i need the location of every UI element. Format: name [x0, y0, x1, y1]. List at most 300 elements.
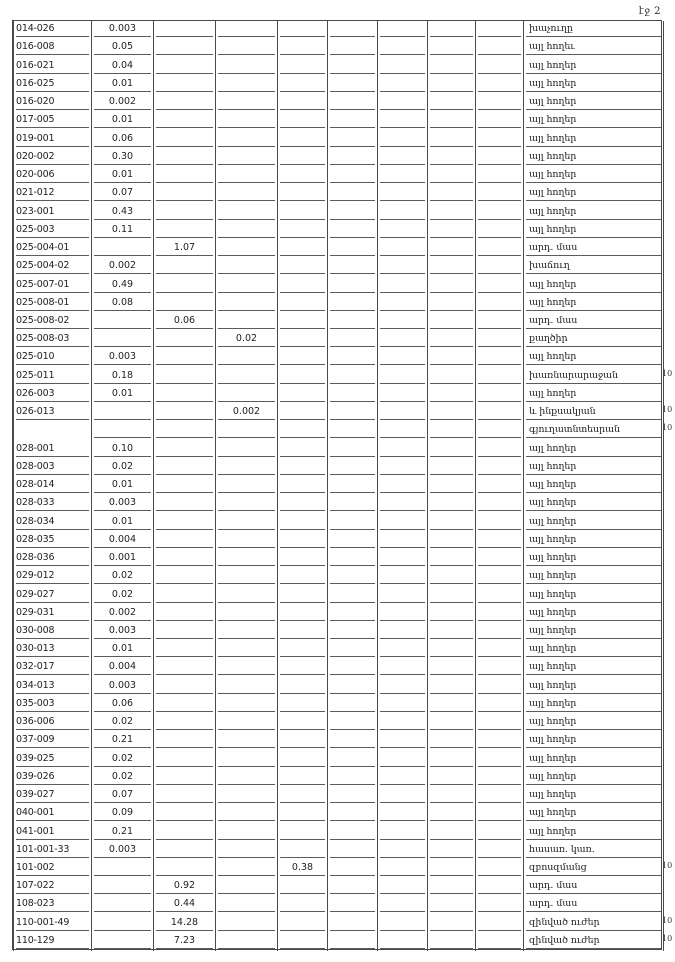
value-v2	[156, 459, 213, 475]
cell-v5	[328, 860, 378, 878]
cell-v5	[328, 386, 378, 404]
value-v8	[478, 313, 521, 329]
value-v3	[218, 204, 275, 220]
code-value: 016-020	[16, 94, 89, 110]
cell-v5	[328, 459, 378, 477]
cell-description	[524, 94, 664, 112]
cell-v5	[328, 805, 378, 823]
value-v5	[330, 933, 375, 949]
description-value: արդ. մաս	[526, 878, 661, 894]
cell-v6	[378, 185, 428, 203]
cell-v6	[378, 440, 428, 458]
table-row	[14, 222, 664, 240]
ledger-table	[13, 21, 664, 951]
value-v6	[380, 550, 425, 566]
cell-code	[14, 696, 92, 714]
cell-v1	[92, 276, 154, 294]
cell-v4	[278, 167, 328, 185]
value-v3	[218, 842, 275, 858]
cell-v3	[216, 495, 278, 513]
cell-v8	[476, 185, 524, 203]
cell-v5	[328, 39, 378, 57]
value-v6	[380, 915, 425, 931]
value-v2	[156, 222, 213, 238]
value-v6	[380, 477, 425, 493]
value-v3	[218, 805, 275, 821]
cell-v2	[154, 805, 216, 823]
table-row	[14, 896, 664, 914]
cell-v4	[278, 914, 328, 932]
value-v4	[280, 58, 325, 74]
code-value: 032-017	[16, 659, 89, 675]
cell-v2	[154, 459, 216, 477]
value-v6	[380, 149, 425, 165]
cell-v2	[154, 477, 216, 495]
value-v3	[218, 76, 275, 92]
value-v1: 0.06	[94, 131, 151, 147]
cell-v8	[476, 39, 524, 57]
cell-description	[524, 933, 664, 951]
cell-v5	[328, 149, 378, 167]
value-v4	[280, 349, 325, 365]
table-row	[14, 805, 664, 823]
code-value	[16, 423, 89, 438]
value-v3	[218, 386, 275, 402]
table-row	[14, 422, 664, 440]
cell-v4	[278, 386, 328, 404]
cell-v6	[378, 805, 428, 823]
description-value: այլ հողեր	[526, 568, 661, 584]
cell-v6	[378, 586, 428, 604]
value-v2	[156, 714, 213, 730]
value-v4	[280, 568, 325, 584]
cell-code	[14, 386, 92, 404]
value-v7	[430, 896, 473, 912]
value-v7	[430, 532, 473, 548]
cell-v7	[428, 659, 476, 677]
value-v3	[218, 878, 275, 894]
cell-v1	[92, 805, 154, 823]
value-v1: 0.18	[94, 368, 151, 384]
cell-v3	[216, 659, 278, 677]
cell-v6	[378, 295, 428, 313]
side-mark: 10	[662, 423, 673, 433]
value-v5	[330, 878, 375, 894]
cell-v7	[428, 185, 476, 203]
code-value: 025-007-01	[16, 277, 89, 293]
value-v5	[330, 896, 375, 912]
description-value: այլ հողեր	[526, 696, 661, 712]
cell-v5	[328, 222, 378, 240]
value-v1	[94, 240, 151, 256]
code-value: 025-003	[16, 222, 89, 238]
cell-v7	[428, 641, 476, 659]
cell-v8	[476, 750, 524, 768]
cell-v8	[476, 842, 524, 860]
cell-v4	[278, 203, 328, 221]
cell-v1	[92, 313, 154, 331]
cell-v6	[378, 769, 428, 787]
value-v1: 0.01	[94, 641, 151, 657]
value-v8	[478, 349, 521, 365]
value-v7	[430, 732, 473, 748]
cell-v7	[428, 404, 476, 422]
value-v6	[380, 404, 425, 420]
cell-v3	[216, 696, 278, 714]
value-v8	[478, 824, 521, 840]
cell-v8	[476, 130, 524, 148]
cell-code	[14, 914, 92, 932]
value-v3	[218, 641, 275, 657]
table-row	[14, 605, 664, 623]
code-value: 037-009	[16, 732, 89, 748]
value-v2: 14.28	[156, 915, 213, 931]
cell-v6	[378, 568, 428, 586]
value-v6	[380, 204, 425, 220]
cell-v6	[378, 732, 428, 750]
cell-code	[14, 568, 92, 586]
cell-description	[524, 459, 664, 477]
cell-v7	[428, 331, 476, 349]
value-v4	[280, 76, 325, 92]
value-v2	[156, 587, 213, 603]
value-v6	[380, 842, 425, 858]
cell-description	[524, 130, 664, 148]
cell-v4	[278, 185, 328, 203]
value-v8	[478, 441, 521, 457]
value-v8	[478, 878, 521, 894]
value-v7	[430, 39, 473, 55]
cell-code	[14, 57, 92, 75]
value-v6	[380, 933, 425, 949]
value-v7	[430, 349, 473, 365]
cell-v6	[378, 696, 428, 714]
value-v7	[430, 514, 473, 530]
cell-description	[524, 276, 664, 294]
value-v2	[156, 94, 213, 110]
value-v3	[218, 714, 275, 730]
value-v1: 0.002	[94, 605, 151, 621]
value-v1: 0.01	[94, 386, 151, 402]
cell-description	[524, 550, 664, 568]
code-value: 025-008-02	[16, 313, 89, 329]
cell-v4	[278, 76, 328, 94]
cell-v2	[154, 349, 216, 367]
cell-description	[524, 386, 664, 404]
cell-v7	[428, 805, 476, 823]
value-v4	[280, 550, 325, 566]
value-v5	[330, 76, 375, 92]
value-v2	[156, 76, 213, 92]
value-v5	[330, 58, 375, 74]
value-v5	[330, 696, 375, 712]
table-row	[14, 185, 664, 203]
value-v7	[430, 495, 473, 511]
value-v7	[430, 131, 473, 147]
cell-description	[524, 586, 664, 604]
cell-v2	[154, 130, 216, 148]
cell-v4	[278, 495, 328, 513]
cell-v3	[216, 130, 278, 148]
cell-code	[14, 659, 92, 677]
cell-v2	[154, 586, 216, 604]
cell-v5	[328, 677, 378, 695]
value-v8	[478, 295, 521, 311]
value-v1: 0.11	[94, 222, 151, 238]
cell-description	[524, 641, 664, 659]
cell-code	[14, 112, 92, 130]
value-v1	[94, 331, 151, 347]
value-v4	[280, 514, 325, 530]
table-row	[14, 349, 664, 367]
cell-v4	[278, 605, 328, 623]
cell-v2	[154, 295, 216, 313]
cell-v8	[476, 623, 524, 641]
value-v7	[430, 112, 473, 128]
cell-v3	[216, 203, 278, 221]
cell-v7	[428, 130, 476, 148]
cell-v7	[428, 240, 476, 258]
table-row	[14, 367, 664, 385]
value-v2	[156, 732, 213, 748]
cell-v1	[92, 513, 154, 531]
table-row	[14, 130, 664, 148]
value-v5	[330, 204, 375, 220]
code-value: 110-001-49	[16, 915, 89, 931]
value-v7	[430, 76, 473, 92]
code-value: 039-026	[16, 769, 89, 785]
cell-v4	[278, 769, 328, 787]
value-v8	[478, 495, 521, 511]
value-v4	[280, 21, 325, 37]
cell-v7	[428, 459, 476, 477]
cell-v3	[216, 532, 278, 550]
cell-v7	[428, 750, 476, 768]
value-v4	[280, 915, 325, 931]
cell-v8	[476, 349, 524, 367]
cell-v8	[476, 112, 524, 130]
cell-v4	[278, 459, 328, 477]
value-v6	[380, 514, 425, 530]
cell-description	[524, 149, 664, 167]
value-v7	[430, 714, 473, 730]
cell-v1	[92, 605, 154, 623]
cell-v8	[476, 823, 524, 841]
cell-v3	[216, 39, 278, 57]
cell-v1	[92, 787, 154, 805]
value-v3	[218, 240, 275, 256]
cell-description	[524, 568, 664, 586]
value-v4: 0.38	[280, 860, 325, 876]
value-v5	[330, 21, 375, 37]
cell-v3	[216, 167, 278, 185]
cell-v5	[328, 21, 378, 39]
cell-code	[14, 130, 92, 148]
cell-v1	[92, 842, 154, 860]
cell-v8	[476, 295, 524, 313]
value-v6	[380, 769, 425, 785]
description-value: այլ հողեր	[526, 185, 661, 201]
cell-v5	[328, 605, 378, 623]
value-v6	[380, 295, 425, 311]
value-v5	[330, 349, 375, 365]
value-v5	[330, 514, 375, 530]
value-v6	[380, 459, 425, 475]
cell-v6	[378, 367, 428, 385]
description-value: այլ հողեր	[526, 532, 661, 548]
cell-v8	[476, 440, 524, 458]
table-row	[14, 550, 664, 568]
cell-v3	[216, 896, 278, 914]
cell-description	[524, 167, 664, 185]
value-v6	[380, 441, 425, 457]
value-v4	[280, 696, 325, 712]
cell-description	[524, 331, 664, 349]
side-mark: 10	[662, 368, 673, 378]
value-v3	[218, 39, 275, 55]
cell-v3	[216, 404, 278, 422]
ledger-table-frame	[12, 20, 662, 950]
value-v3	[218, 94, 275, 110]
value-v1: 0.10	[94, 441, 151, 457]
table-row	[14, 495, 664, 513]
cell-v6	[378, 313, 428, 331]
cell-v4	[278, 331, 328, 349]
cell-description	[524, 295, 664, 313]
cell-v8	[476, 933, 524, 951]
cell-v2	[154, 404, 216, 422]
value-v5	[330, 550, 375, 566]
cell-code	[14, 532, 92, 550]
cell-v5	[328, 750, 378, 768]
cell-v6	[378, 240, 428, 258]
cell-v4	[278, 240, 328, 258]
value-v4	[280, 714, 325, 730]
cell-v8	[476, 459, 524, 477]
value-v4	[280, 404, 325, 420]
cell-v1	[92, 167, 154, 185]
value-v6	[380, 185, 425, 201]
cell-v1	[92, 258, 154, 276]
cell-v3	[216, 878, 278, 896]
cell-v5	[328, 203, 378, 221]
cell-v2	[154, 313, 216, 331]
description-value: այլ հողեր	[526, 94, 661, 110]
cell-v1	[92, 112, 154, 130]
cell-v7	[428, 495, 476, 513]
value-v3	[218, 732, 275, 748]
value-v6	[380, 422, 425, 438]
value-v4	[280, 185, 325, 201]
cell-v4	[278, 896, 328, 914]
value-v8	[478, 732, 521, 748]
value-v1	[94, 933, 151, 949]
cell-v4	[278, 623, 328, 641]
value-v2	[156, 824, 213, 840]
cell-code	[14, 586, 92, 604]
value-v8	[478, 277, 521, 293]
cell-v2	[154, 914, 216, 932]
cell-v6	[378, 641, 428, 659]
value-v2	[156, 131, 213, 147]
cell-v7	[428, 787, 476, 805]
cell-v2	[154, 550, 216, 568]
cell-code	[14, 94, 92, 112]
value-v6	[380, 222, 425, 238]
cell-v7	[428, 167, 476, 185]
value-v1: 0.004	[94, 532, 151, 548]
cell-v3	[216, 860, 278, 878]
cell-v1	[92, 623, 154, 641]
value-v1: 0.01	[94, 167, 151, 183]
value-v3	[218, 349, 275, 365]
value-v8	[478, 368, 521, 384]
value-v6	[380, 349, 425, 365]
cell-code	[14, 513, 92, 531]
cell-v1	[92, 550, 154, 568]
value-v8	[478, 842, 521, 858]
table-row	[14, 677, 664, 695]
value-v2	[156, 696, 213, 712]
value-v4	[280, 441, 325, 457]
cell-description	[524, 203, 664, 221]
value-v4	[280, 131, 325, 147]
cell-v3	[216, 21, 278, 39]
value-v6	[380, 167, 425, 183]
value-v4	[280, 824, 325, 840]
value-v4	[280, 933, 325, 949]
cell-v7	[428, 842, 476, 860]
cell-v5	[328, 167, 378, 185]
cell-v8	[476, 914, 524, 932]
value-v5	[330, 404, 375, 420]
cell-v3	[216, 295, 278, 313]
cell-v2	[154, 714, 216, 732]
value-v7	[430, 915, 473, 931]
cell-v7	[428, 76, 476, 94]
table-row	[14, 295, 664, 313]
description-value: հասառ. կառ.	[526, 842, 661, 858]
cell-v2	[154, 769, 216, 787]
cell-v6	[378, 823, 428, 841]
cell-v8	[476, 276, 524, 294]
cell-v6	[378, 933, 428, 951]
value-v5	[330, 568, 375, 584]
value-v3	[218, 277, 275, 293]
cell-v1	[92, 714, 154, 732]
table-row	[14, 203, 664, 221]
cell-description	[524, 769, 664, 787]
cell-v8	[476, 586, 524, 604]
cell-v2	[154, 896, 216, 914]
value-v4	[280, 896, 325, 912]
ledger-table-body	[14, 21, 664, 951]
side-marks-column	[662, 20, 675, 950]
description-value: այլ հողեր	[526, 204, 661, 220]
cell-v6	[378, 842, 428, 860]
table-row	[14, 477, 664, 495]
value-v5	[330, 641, 375, 657]
cell-v7	[428, 112, 476, 130]
cell-code	[14, 860, 92, 878]
code-value: 026-013	[16, 404, 89, 420]
code-value: 035-003	[16, 696, 89, 712]
value-v4	[280, 258, 325, 274]
cell-v8	[476, 732, 524, 750]
value-v1: 0.01	[94, 76, 151, 92]
cell-v6	[378, 57, 428, 75]
cell-v2	[154, 732, 216, 750]
